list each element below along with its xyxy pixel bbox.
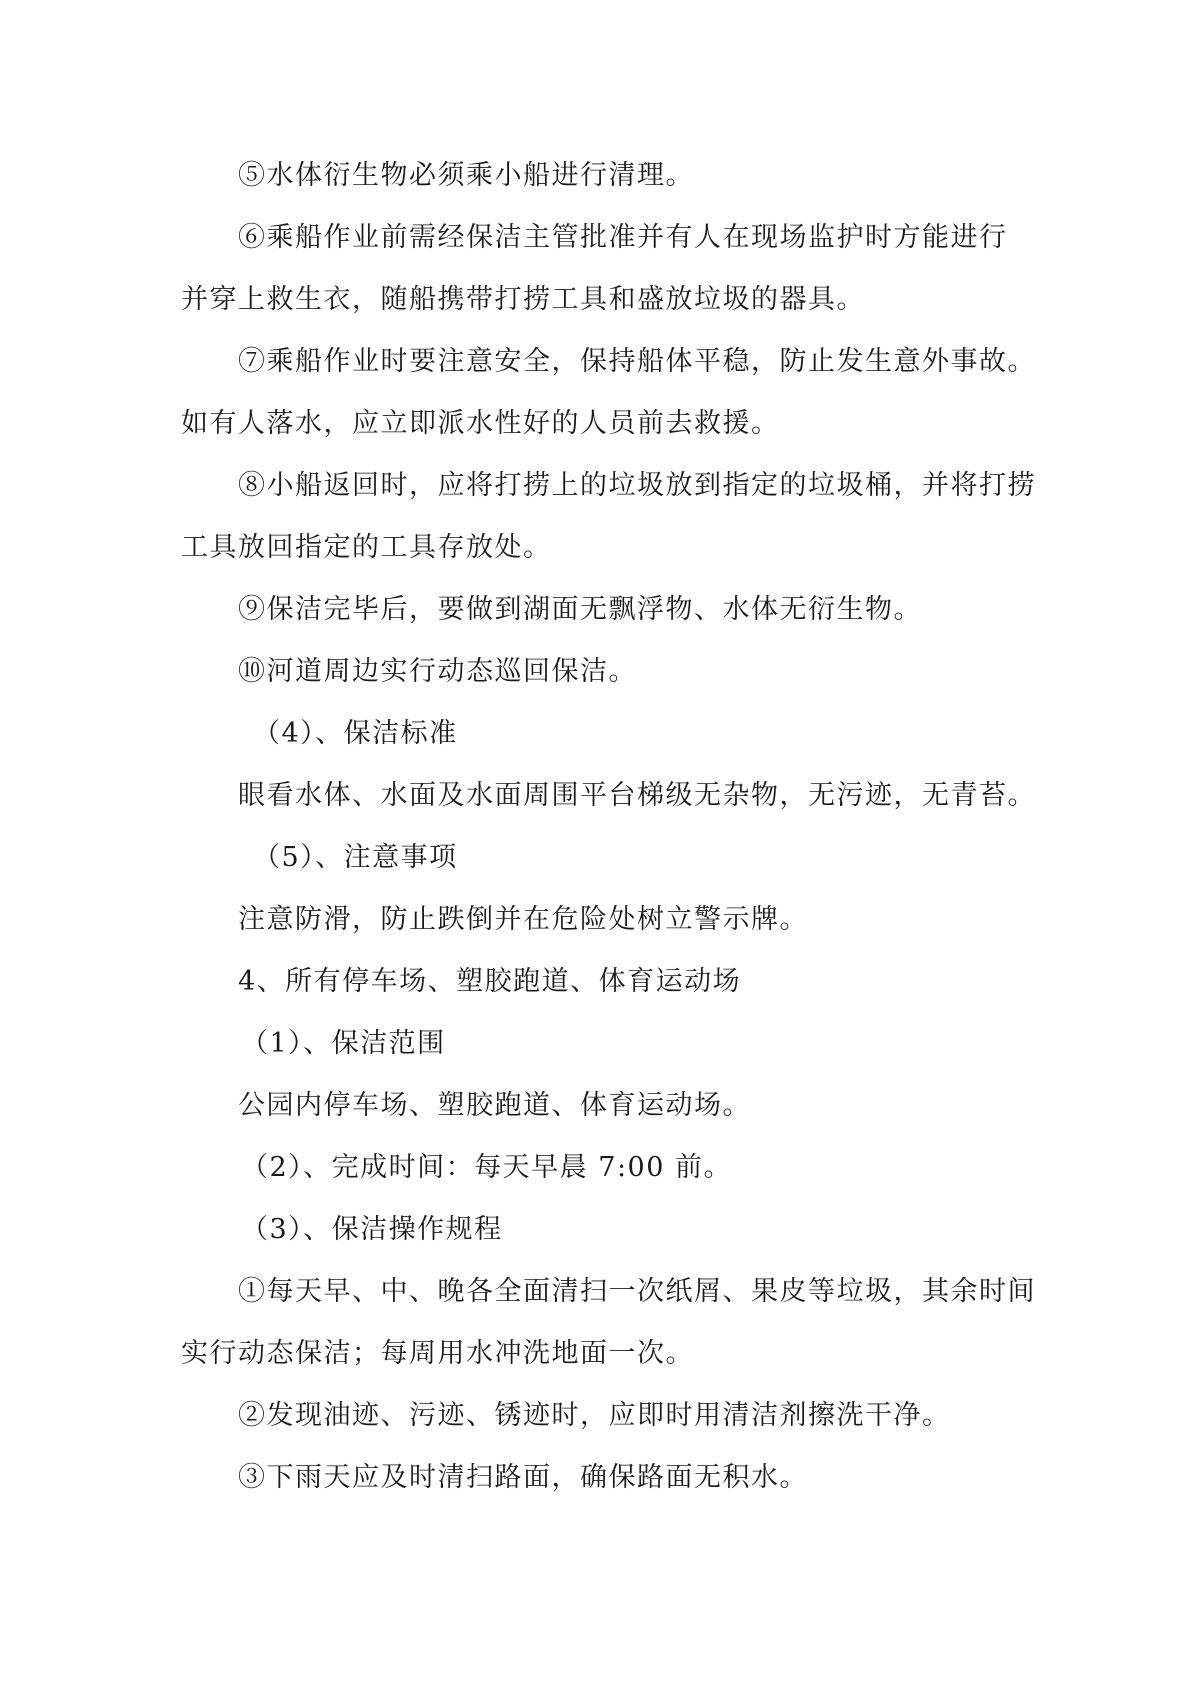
paragraph-line: ⑤水体衍生物必须乘小船进行清理。 (238, 160, 694, 191)
paragraph-line: ⑦乘船作业时要注意安全，保持船体平稳，防止发生意外事故。 (238, 346, 1036, 377)
paragraph-line: ③下雨天应及时清扫路面，确保路面无积水。 (238, 1462, 808, 1493)
paragraph-line: ⑧小船返回时，应将打捞上的垃圾放到指定的垃圾桶，并将打捞 (238, 470, 1036, 501)
paragraph-line: 并穿上救生衣，随船携带打捞工具和盛放垃圾的器具。 (181, 284, 865, 315)
paragraph-line: ⑨保洁完毕后，要做到湖面无飘浮物、水体无衍生物。 (238, 594, 922, 625)
paragraph-line: 注意防滑，防止跌倒并在危险处树立警示牌。 (238, 904, 808, 935)
section-heading: 4、所有停车场、塑胶跑道、体育运动场 (238, 966, 742, 997)
section-heading: （2）、完成时间：每天早晨 7:00 前。 (241, 1152, 732, 1183)
document-body (181, 145, 1036, 1509)
paragraph-line: 如有人落水，应立即派水性好的人员前去救援。 (181, 408, 780, 439)
paragraph-line: ⑩河道周边实行动态巡回保洁。 (238, 656, 637, 687)
paragraph-line: 工具放回指定的工具存放处。 (181, 532, 552, 563)
section-heading: （5）、注意事项 (253, 842, 458, 873)
section-heading: （3）、保洁操作规程 (241, 1214, 503, 1245)
paragraph-line: ①每天早、中、晚各全面清扫一次纸屑、果皮等垃圾，其余时间 (238, 1276, 1036, 1307)
paragraph-line: 眼看水体、水面及水面周围平台梯级无杂物，无污迹，无青苔。 (238, 780, 1036, 811)
paragraph-line: 公园内停车场、塑胶跑道、体育运动场。 (238, 1090, 751, 1121)
section-heading: （1）、保洁范围 (241, 1028, 446, 1059)
paragraph-line: ②发现油迹、污迹、锈迹时，应即时用清洁剂擦洗干净。 (238, 1400, 951, 1431)
section-heading: （4）、保洁标准 (253, 718, 458, 749)
paragraph-line: ⑥乘船作业前需经保洁主管批准并有人在现场监护时方能进行 (238, 222, 1008, 253)
paragraph-line: 实行动态保洁；每周用水冲洗地面一次。 (181, 1338, 694, 1369)
